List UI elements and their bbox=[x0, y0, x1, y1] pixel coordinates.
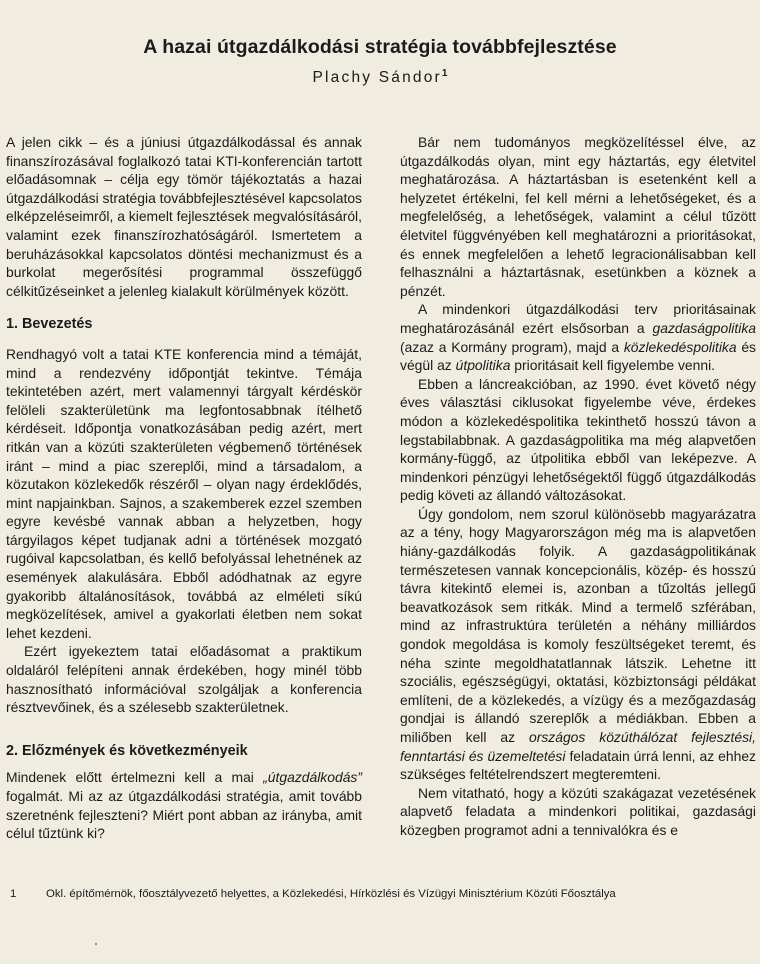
section-1-paragraph-1: Rendhagyó volt a tatai KTE konferencia mind a témáját, mind a rendezvény időpontját tekintve. Témája tekintetében azért, mert valamennyi tárgyalt kérdéskör felöleli szakterületünk ma legfontosabbnak ítélhető kérdéseit. Időpontja vonatkozásában pedig azért, mert ritkán van a közúti szakterületen végbemenő történések iránt – mind a piac szereplői, mind a társadalom, a közutakon közlekedők részéről – olyan nagy érdeklődés, mint napjainkban. Sajnos, a szakemberek ezzel szemben egyre kevésbé vannak abban a helyzetben, hogy tárgyilagos képet tudjanak adni a történések mozgató rugóival kapcsolatban, és kellő befolyással lehetnének az események alakulására. Ebből adódhatnak az egyre gyakoribb általánosítások, továbbá az elméleti síkú megközelítések, amivel a gyakorlati életben nem sokat lehet kezdeni. bbox=[6, 345, 362, 641]
author-footnote-mark: 1 bbox=[441, 68, 448, 79]
section-2-heading: 2. Előzmények és következményeik bbox=[6, 742, 248, 759]
right-p4-text-a: Úgy gondolom, nem szorul különösebb magyarázatra az a tény, hogy Magyarországon még ma is alapvetően hiány-gazdálkodás folyik. A gazdaságpolitikának természetesen vannak koncepcionális, közép- és hosszú távra kitekintő elemei is, azonban a tűzoltás jellegű beavatkozások sem ritkák. Mind a termelő szférában, mind az infrastruktúra területén a néhány milliárdos gondok megoldása is komoly feszültségeket teremt, és néha szinte megoldhatatlannak látszik. Lehetne itt szociális, egészségügyi, oktatási, közbiztonsági példákat említeni, de a közlekedés, a vízügy és a mezőgazdaság gondjai is állandó szereplők a médiákban. Ebben a miliőben kell az bbox=[400, 505, 756, 745]
footnote bbox=[10, 887, 750, 901]
term-utpolitika: útpolitika bbox=[455, 357, 511, 374]
section-2-text-b: fogalmát. Mi az az útgazdálkodási stratégia, amit tovább szeretnénk fejleszteni? Miért pont abban az irányba, amit célul tűztünk ki? bbox=[6, 788, 362, 842]
right-column bbox=[400, 133, 756, 840]
term-utgazdalkodas: „útgazdálkodás” bbox=[263, 769, 362, 786]
right-paragraph-3: Ebben a láncreakcióban, az 1990. évet követő négy éves választási ciklusokat figyelembe véve, érdekes módon a közlekedéspolitika tekinthető hosszú távon a legstabilabbnak. A gazdaságpolitika ma még alapvetően kormány-függő, az útpolitika ebből van leképezve. A mindenkori pénzügyi lehetőségektől függő útgazdálkodás pedig követi az állandó változásokat. bbox=[400, 375, 756, 504]
term-orszagos-kozuthalozat: országos közúthálózat fejlesztési, fenntartási és üzemeltetési bbox=[400, 729, 757, 764]
left-column bbox=[6, 133, 362, 843]
section-1-paragraph-2: Ezért igyekeztem tatai előadásomat a praktikum oldaláról felépíteni annak érdekében, hogy minél több hasznosítható információval szolgáljak a konferencia résztvevőinek, és a szélesebb szakterületnek. bbox=[6, 643, 362, 716]
section-2-text-a: Mindenek előtt értelmezni kell a mai bbox=[6, 769, 264, 786]
right-paragraph-1: Bár nem tudományos megközelítéssel élve, az útgazdálkodás olyan, mint egy háztartás, egy életvitel meghatározása. A háztartásban is esetenként kell a helyzetet értékelni, fel kell mérni a lehetőségeket, és a megfelelőség, a lehetőségek, valamint a célul tűzött életvitel függvényében kell meghatározni a prioritásokat, és ennek megfelelően a lehető legracionálisabban kell felhasználni a háztartásnak, esetünkben a köznek a pénzét. bbox=[400, 134, 756, 299]
intro-paragraph: A jelen cikk – és a júniusi útgazdálkodással és annak finanszírozásával foglalkozó tatai KTI-konferencián tartott előadásomnak – célja egy tömör tájékoztatás a hazai útgazdálkodási stratégia továbbfejlesztésével kapcsolatos elképzeléseimről, a kiemelt fejlesztések megvalósításáról, valamint ezek finanszírozhatóságáról. Ismertetem a beruházásokkal kapcsolatos döntési mechanizmust és a burkolat megerősítési programmal összefüggő célkitűzéseinket a jelenleg kialakult körülmények között. bbox=[6, 134, 362, 299]
term-gazdasagpolitika: gazdaságpolitika bbox=[652, 319, 756, 336]
article-title: A hazai útgazdálkodási stratégia továbbfejlesztése bbox=[143, 36, 617, 58]
article-author bbox=[0, 68, 760, 87]
author-name: Plachy Sándor bbox=[312, 69, 442, 87]
right-paragraph-4 bbox=[400, 505, 756, 784]
section-1-heading: 1. Bevezetés bbox=[6, 316, 93, 333]
right-p2-text-a: A mindenkori útgazdálkodási terv prioritásainak meghatározásánál ezért elsősorban a bbox=[400, 301, 756, 336]
term-kozlekedespolitika: közlekedéspolitika bbox=[623, 338, 737, 355]
scan-speck bbox=[95, 943, 97, 945]
right-p2-text-d: prioritásait kell figyelembe venni. bbox=[510, 357, 716, 374]
right-paragraph-2 bbox=[400, 300, 756, 374]
section-2-paragraph-1 bbox=[6, 768, 362, 842]
right-paragraph-5: Nem vitatható, hogy a közúti szakágazat vezetésének alapvető feladata a mindenkori politikai, gazdasági közegben programot adni a tennivalókra és e bbox=[400, 784, 756, 838]
right-p2-text-c: és végül az bbox=[400, 338, 757, 374]
right-p2-text-b: (azaz a Kormány program), majd a bbox=[400, 338, 624, 355]
right-p4-text-b: feladatain úrrá lenni, az ehhez szükséges feltételrendszert megteremteni. bbox=[400, 747, 757, 783]
footnote-text: Okl. építőmérnök, főosztályvezető helyettes, a Közlekedési, Hírközlési és Vízügyi Minisztérium Közúti Főosztálya bbox=[46, 888, 616, 900]
footnote-number: 1 bbox=[10, 888, 17, 900]
